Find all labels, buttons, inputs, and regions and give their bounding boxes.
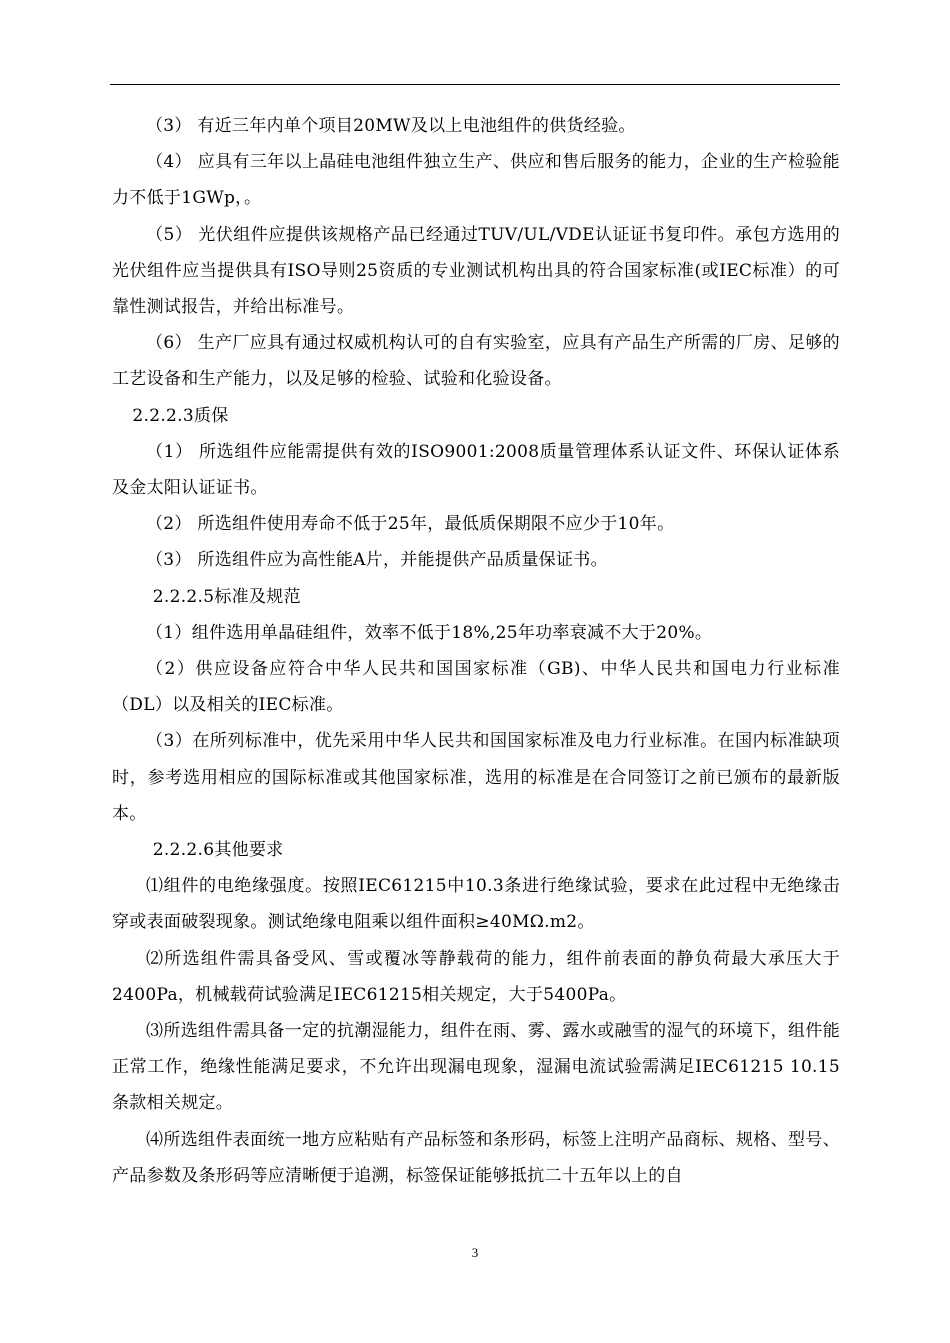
paragraph-other-3: ⑶所选组件需具备一定的抗潮湿能力，组件在雨、雾、露水或融雪的湿气的环境下，组件能正常工作，绝缘性能满足要求，不允许出现漏电现象，湿漏电流试验需满足IEC61215 10.15条款相关规定。 (112, 1021, 840, 1114)
section-heading-standards: 2.2.2.5标准及规范 (152, 586, 301, 607)
paragraph-item-5-certification: （5） 光伏组件应提供该规格产品已经通过TUV/UL/VDE认证证书复印件。承包方选用的光伏组件应当提供具有ISO导则25资质的专业测试机构出具的符合国家标准(或IEC标准）的可靠性测试报告，并给出标准号。 (112, 224, 840, 318)
section-heading-quality-warranty: 2.2.2.3质保 (132, 405, 229, 426)
paragraph-item-4-production-capacity: （4） 应具有三年以上晶硅电池组件独立生产、供应和售后服务的能力，企业的生产检验能力不低于1GWp，。 (112, 152, 840, 209)
paragraph-standards-3: （3）在所列标准中，优先采用中华人民共和国国家标准及电力行业标准。在国内标准缺项时，参考选用相应的国际标准或其他国家标准，选用的标准是在合同签订之前已颁布的最新版本。 (112, 731, 840, 824)
header-rule (110, 84, 840, 85)
paragraph-other-2: ⑵所选组件需具备受风、雪或覆冰等静载荷的能力，组件前表面的静负荷最大承压大于2400Pa，机械载荷试验满足IEC61215相关规定，大于5400Pa。 (112, 948, 840, 1005)
page-number: 3 (471, 1245, 479, 1260)
paragraph-warranty-1: （1） 所选组件应能需提供有效的ISO9001:2008质量管理体系认证文件、环保认证体系及金太阳认证证书。 (112, 441, 840, 499)
paragraph-warranty-3: （3） 所选组件应为高性能A片，并能提供产品质量保证书。 (146, 550, 608, 571)
paragraph-warranty-2: （2） 所选组件使用寿命不低于25年，最低质保期限不应少于10年。 (146, 514, 675, 535)
section-heading-other-requirements: 2.2.2.6其他要求 (152, 840, 284, 861)
paragraph-standards-2: （2）供应设备应符合中华人民共和国国家标准（GB)、中华人民共和国电力行业标准（DL）以及相关的IEC标准。 (112, 659, 840, 716)
paragraph-item-3-supply-experience: （3） 有近三年内单个项目20MW及以上电池组件的供货经验。 (146, 116, 636, 136)
paragraph-item-6-laboratory: （6） 生产厂应具有通过权威机构认可的自有实验室，应具有产品生产所需的厂房、足够的工艺设备和生产能力，以及足够的检验、试验和化验设备。 (112, 333, 840, 390)
body-text (112, 108, 840, 1194)
paragraph-standards-1: （1）组件选用单晶硅组件，效率不低于18%,25年功率衰减不大于20%。 (146, 622, 713, 643)
paragraph-other-1: ⑴组件的电绝缘强度。按照IEC61215中10.3条进行绝缘试验，要求在此过程中无绝缘击穿或表面破裂现象。测试绝缘电阻乘以组件面积≥40MΩ.m2。 (112, 876, 840, 933)
paragraph-other-4: ⑷所选组件表面统一地方应粘贴有产品标签和条形码，标签上注明产品商标、规格、型号、产品参数及条形码等应清晰便于追溯，标签保证能够抵抗二十五年以上的自 (112, 1129, 840, 1186)
